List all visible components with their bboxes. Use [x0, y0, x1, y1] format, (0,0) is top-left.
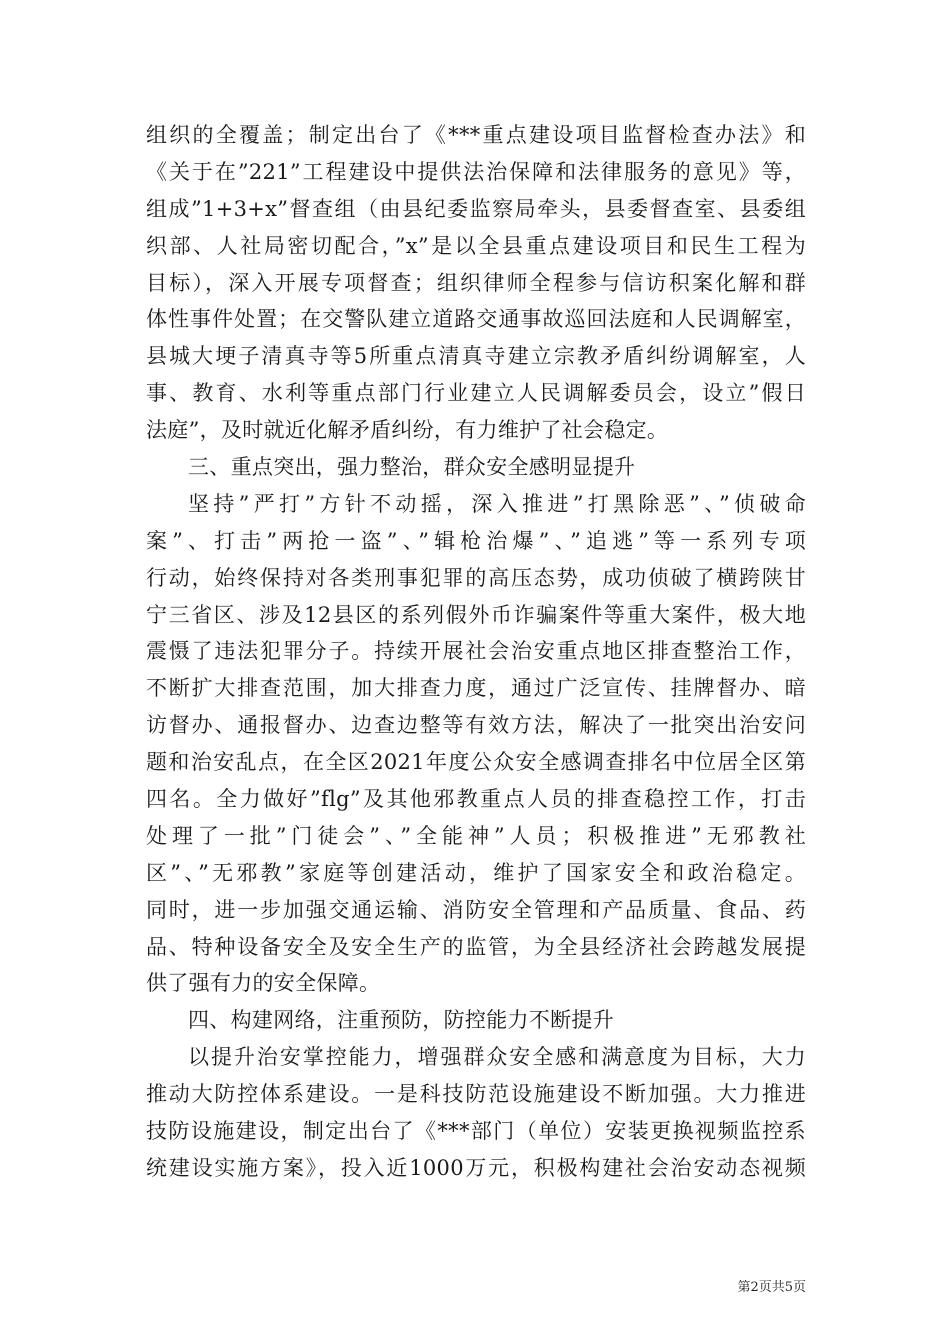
text-line: 同时，进一步加强交通运输、消防安全管理和产品质量、食品、药: [146, 897, 806, 922]
text-line: 事、教育、水利等重点部门行业建立人民调解委员会，设立”假日: [146, 381, 806, 406]
text-line: 县城大埂子清真寺等5所重点清真寺建立宗教矛盾纠纷调解室，人: [146, 344, 806, 369]
text-line: 供了强有力的安全保障。: [146, 971, 381, 996]
text-line: 坚持”严打”方针不动摇，深入推进”打黑除恶”、”侦破命: [188, 491, 806, 516]
text-line: 不断扩大排查范围，加大排查力度，通过广泛宣传、挂牌督办、暗: [146, 676, 806, 701]
text-line: 区”、”无邪教”家庭等创建活动，维护了国家安全和政治稳定。: [146, 860, 806, 885]
section-heading: 三、重点突出，强力整治，群众安全感明显提升: [188, 455, 636, 480]
text-line: 以提升治安掌控能力，增强群众安全感和满意度为目标，大力: [188, 1045, 806, 1070]
text-line: 震慑了违法犯罪分子。持续开展社会治安重点地区排查整治工作，: [146, 639, 806, 664]
text-line: 目标），深入开展专项督查；组织律师全程参与信访积案化解和群: [146, 270, 806, 295]
text-line: 法庭”，及时就近化解矛盾纠纷，有力维护了社会稳定。: [146, 418, 669, 443]
text-line: 品、特种设备安全及安全生产的监管，为全县经济社会跨越发展提: [146, 934, 806, 959]
text-line: 四名。全力做好”flg”及其他邪教重点人员的排查稳控工作，打击: [146, 787, 806, 812]
text-line: 组成”1+3+x”督查组（由县纪委监察局牵头，县委督查室、县委组: [146, 196, 806, 221]
text-line: 组织的全覆盖；制定出台了《***重点建设项目监督检查办法》和: [146, 123, 806, 147]
text-line: 宁三省区、涉及12县区的系列假外币诈骗案件等重大案件，极大地: [146, 602, 806, 627]
text-line: 体性事件处置；在交警队建立道路交通事故巡回法庭和人民调解室，: [146, 307, 806, 332]
text-line: 技防设施建设，制定出台了《***部门（单位）安装更换视频监控系: [146, 1119, 806, 1144]
section-heading: 四、构建网络，注重预防，防控能力不断提升: [188, 1008, 614, 1033]
text-line: 统建设实施方案》，投入近1000万元，积极构建社会治安动态视频: [146, 1155, 806, 1180]
text-line: 处理了一批”门徒会”、”全能神”人员；积极推进”无邪教社: [146, 823, 806, 848]
text-line: 织部、人社局密切配合，”x”是以全县重点建设项目和民生工程为: [146, 233, 806, 258]
text-line: 推动大防控体系建设。一是科技防范设施建设不断加强。大力推进: [146, 1082, 806, 1107]
text-line: 案”、打击”两抢一盗”、”辑枪治爆”、”追逃”等一系列专项: [146, 528, 806, 553]
page-number: 第2页共5页: [737, 1280, 806, 1295]
text-line: 《关于在”221”工程建设中提供法治保障和法律服务的意见》等，: [146, 159, 806, 184]
document-body: [146, 117, 806, 1187]
text-line: 访督办、通报督办、边查边整等有效方法，解决了一批突出治安问: [146, 713, 806, 738]
text-line: 题和治安乱点，在全区2021年度公众安全感调查排名中位居全区第: [146, 750, 806, 775]
text-line: 行动，始终保持对各类刑事犯罪的高压态势，成功侦破了横跨陕甘: [146, 565, 806, 590]
